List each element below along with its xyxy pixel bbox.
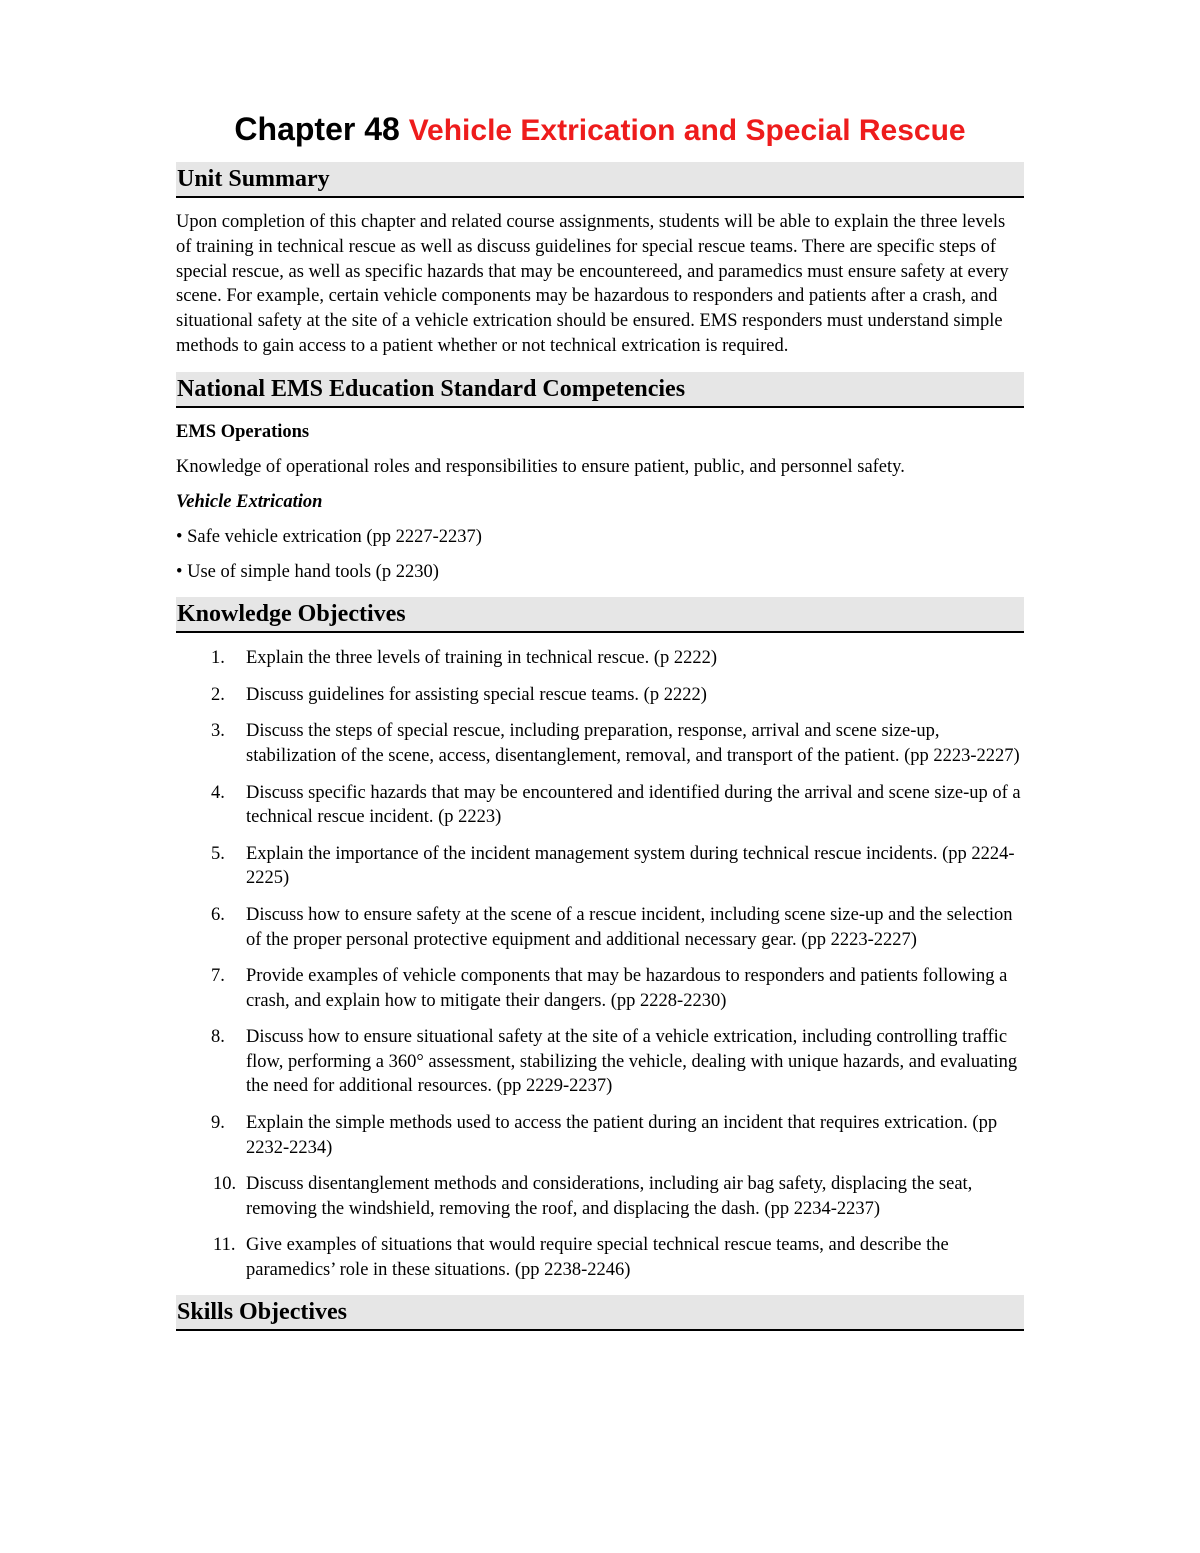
list-item	[176, 1233, 1024, 1282]
list-item-number: 8.	[211, 1027, 225, 1048]
knowledge-objectives-list	[176, 646, 1024, 1282]
list-item-text: Discuss the steps of special rescue, including preparation, response, arrival and scene size-up, stabilization of the scene, access, disentanglement, removal, and transport of the patient. (pp 2223-2227)	[246, 721, 1020, 766]
competency-description: Knowledge of operational roles and responsibilities to ensure patient, public, and personnel safety.	[176, 456, 905, 477]
list-item-text: Discuss specific hazards that may be encountered and identified during the arrival and scene size-up of a technical rescue incident. (p 2223)	[246, 782, 1021, 828]
list-item-number: 9.	[211, 1113, 225, 1134]
list-item-number: 3.	[211, 721, 225, 742]
competency-bullet: • Safe vehicle extrication (pp 2227-2237)	[176, 526, 482, 547]
list-item-text: Explain the importance of the incident management system during technical rescue incidents. (pp 2224-2225)	[246, 843, 1015, 889]
list-item-number: 6.	[211, 904, 225, 925]
list-item-number: 7.	[211, 966, 225, 987]
section-heading-knowledge-objectives: Knowledge Objectives	[176, 597, 1024, 633]
list-item-text: Discuss how to ensure safety at the scene of a rescue incident, including scene size-up and the selection of the proper personal protective equipment and additional necessary gear. (pp 2223-2227)	[246, 904, 1013, 950]
list-item-number: 5.	[211, 843, 225, 864]
chapter-number: Chapter 48	[234, 111, 400, 147]
section-heading-unit-summary: Unit Summary	[176, 162, 1024, 198]
list-item-number: 11.	[213, 1235, 236, 1256]
list-item	[176, 781, 1024, 830]
list-item-number: 10.	[213, 1174, 237, 1195]
page-title	[176, 108, 1024, 152]
section-competencies	[176, 372, 1024, 585]
list-item	[176, 964, 1024, 1013]
list-item-text: Discuss disentanglement methods and considerations, including air bag safety, displacing the seat, removing the windshield, removing the roof, and displacing the dash. (pp 2234-2237)	[246, 1174, 973, 1219]
list-item-text: Explain the three levels of training in technical rescue. (p 2222)	[246, 648, 718, 669]
list-item-text: Explain the simple methods used to access the patient during an incident that requires extrication. (pp 2232-2234)	[246, 1113, 998, 1158]
list-item	[176, 903, 1024, 952]
section-knowledge-objectives	[176, 597, 1024, 1282]
section-unit-summary	[176, 162, 1024, 359]
unit-summary-text: Upon completion of this chapter and related course assignments, students will be able to explain the three levels of training in technical rescue as well as discuss guidelines for special rescue teams. There are specific steps of special rescue, as well as specific hazards that may be encountereed, and paramedics must ensure safety at every scene. For example, certain vehicle components may be hazardous to responders and patients after a crash, and situational safety at the site of a vehicle extrication should be ensured. EMS responders must understand simple methods to gain access to a patient whether or not technical extrication is required.	[176, 212, 1009, 356]
list-item-text: Provide examples of vehicle components that may be hazardous to responders and patients following a crash, and explain how to mitigate their dangers. (pp 2228-2230)	[246, 966, 1008, 1011]
list-item	[176, 1025, 1024, 1099]
list-item-text: Discuss guidelines for assisting special rescue teams. (p 2222)	[246, 684, 707, 705]
list-item	[176, 683, 1024, 708]
document-page	[176, 108, 1024, 1331]
list-item	[176, 1111, 1024, 1160]
section-heading-competencies: National EMS Education Standard Competencies	[176, 372, 1024, 408]
list-item	[176, 646, 1024, 671]
list-item-number: 4.	[211, 782, 225, 803]
competency-bullet: • Use of simple hand tools (p 2230)	[176, 562, 439, 583]
list-item-number: 1.	[211, 648, 225, 669]
list-item	[176, 842, 1024, 891]
competency-topic: Vehicle Extrication	[176, 491, 323, 512]
section-heading-skills-objectives: Skills Objectives	[176, 1295, 1024, 1331]
list-item-number: 2.	[211, 684, 225, 705]
chapter-title: Vehicle Extrication and Special Rescue	[408, 114, 966, 147]
list-item	[176, 1172, 1024, 1221]
list-item-text: Give examples of situations that would require special technical rescue teams, and describe the paramedics’ role in these situations. (pp 2238-2246)	[246, 1235, 949, 1281]
list-item	[176, 719, 1024, 768]
list-item-text: Discuss how to ensure situational safety at the site of a vehicle extrication, including controlling traffic flow, performing a 360° assessment, stabilizing the vehicle, dealing with unique hazards, and evaluating the need for additional resources. (pp 2229-2237)	[246, 1027, 1018, 1097]
section-skills-objectives	[176, 1295, 1024, 1331]
competency-subheading: EMS Operations	[176, 421, 310, 442]
